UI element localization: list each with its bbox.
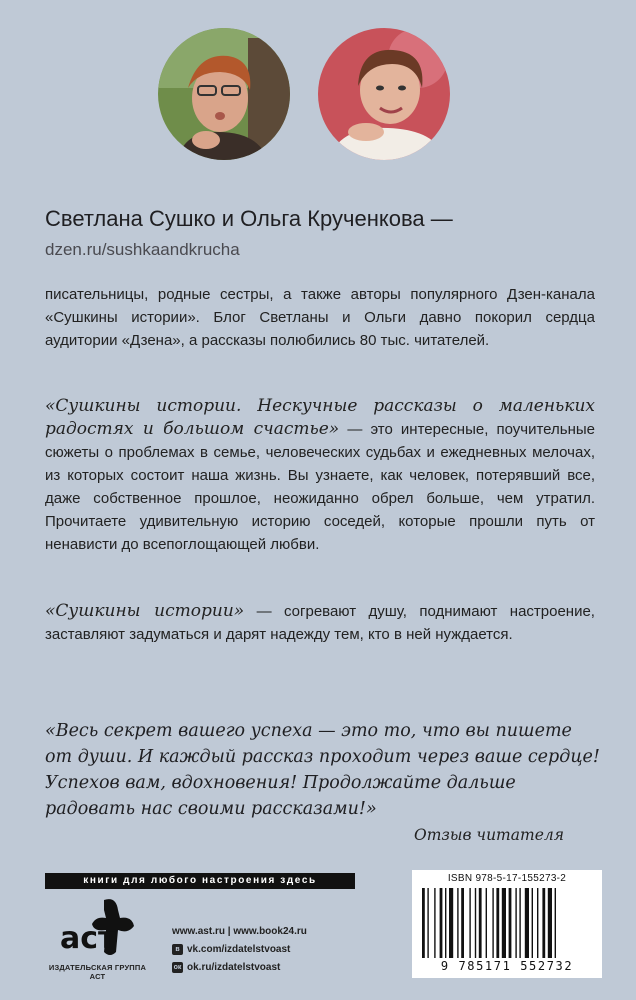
series-title-script: «Сушкины истории» bbox=[45, 601, 245, 621]
publisher-name: ИЗДАТЕЛЬСКАЯ ГРУППА АСТ bbox=[48, 963, 147, 981]
ok-link[interactable]: ок ok.ru/izdatelstvoast bbox=[173, 961, 281, 973]
book-summary bbox=[45, 600, 595, 646]
author-description: писательницы, родные сестры, а также авторы популярного Дзен-канала «Сушкины истории». Блог Светланы и Ольги давно покорил сердца аудитории «Дзена», а рассказы полюбились 80 тыс. читателей. bbox=[45, 286, 595, 349]
barcode-digits: 9 785171 552732 bbox=[440, 959, 574, 973]
book-title-script: «Сушкины истории. Нескучные рассказы о маленьких радостях и большом счастье» bbox=[45, 396, 595, 439]
author-photo-svetlana bbox=[158, 28, 290, 160]
vk-icon: в bbox=[172, 944, 183, 955]
publisher-tagline: книги для любого настроения здесь bbox=[45, 873, 355, 889]
ok-icon: ок bbox=[173, 963, 182, 971]
reader-review-quote: «Весь секрет вашего успеха — это то, что вы пишете от души. И каждый рассказ проходит через ваше сердце! Успехов вам, вдохновения! Продолжайте дальше радовать нас своими рассказами!» bbox=[45, 721, 600, 819]
book-summary-text: — согревают душу, поднимают настроение, заставляют задуматься и дарят надежду тем, кто в ней нуждается. bbox=[45, 603, 595, 643]
author-title: Светлана Сушко и Ольга Крученкова — bbox=[45, 206, 453, 231]
author-blog-link[interactable]: dzen.ru/sushkaandkrucha bbox=[45, 240, 240, 259]
isbn-barcode-box bbox=[412, 870, 602, 978]
book-description bbox=[45, 395, 595, 556]
ast-logo bbox=[58, 896, 138, 965]
book-description-text: — это интересные, поучительные сюжеты о проблемах в семье, человеческих судьбах и ежедневных мелочах, из которых состоит наша жизнь. Вы узнаете, как человек, потерявший все, даже собственное прошлое, неожиданно обрел больше, чем утратил. Прочитаете удивительную историю соседей, которые прошли путь от ненависти до всепоглощающей любви. bbox=[45, 421, 596, 553]
publisher-sites[interactable]: www.ast.ru | www.book24.ru bbox=[172, 925, 307, 937]
ast-logo-text: аст bbox=[60, 921, 116, 956]
publisher-links bbox=[172, 922, 307, 976]
reader-review-signature: Отзыв читателя bbox=[414, 826, 564, 844]
author-photo-olga bbox=[318, 28, 450, 160]
barcode-graphic bbox=[420, 888, 594, 960]
vk-link[interactable]: в vk.com/izdatelstvoast bbox=[172, 940, 307, 958]
isbn-number: ISBN 978-5-17-155273-2 bbox=[447, 873, 567, 884]
